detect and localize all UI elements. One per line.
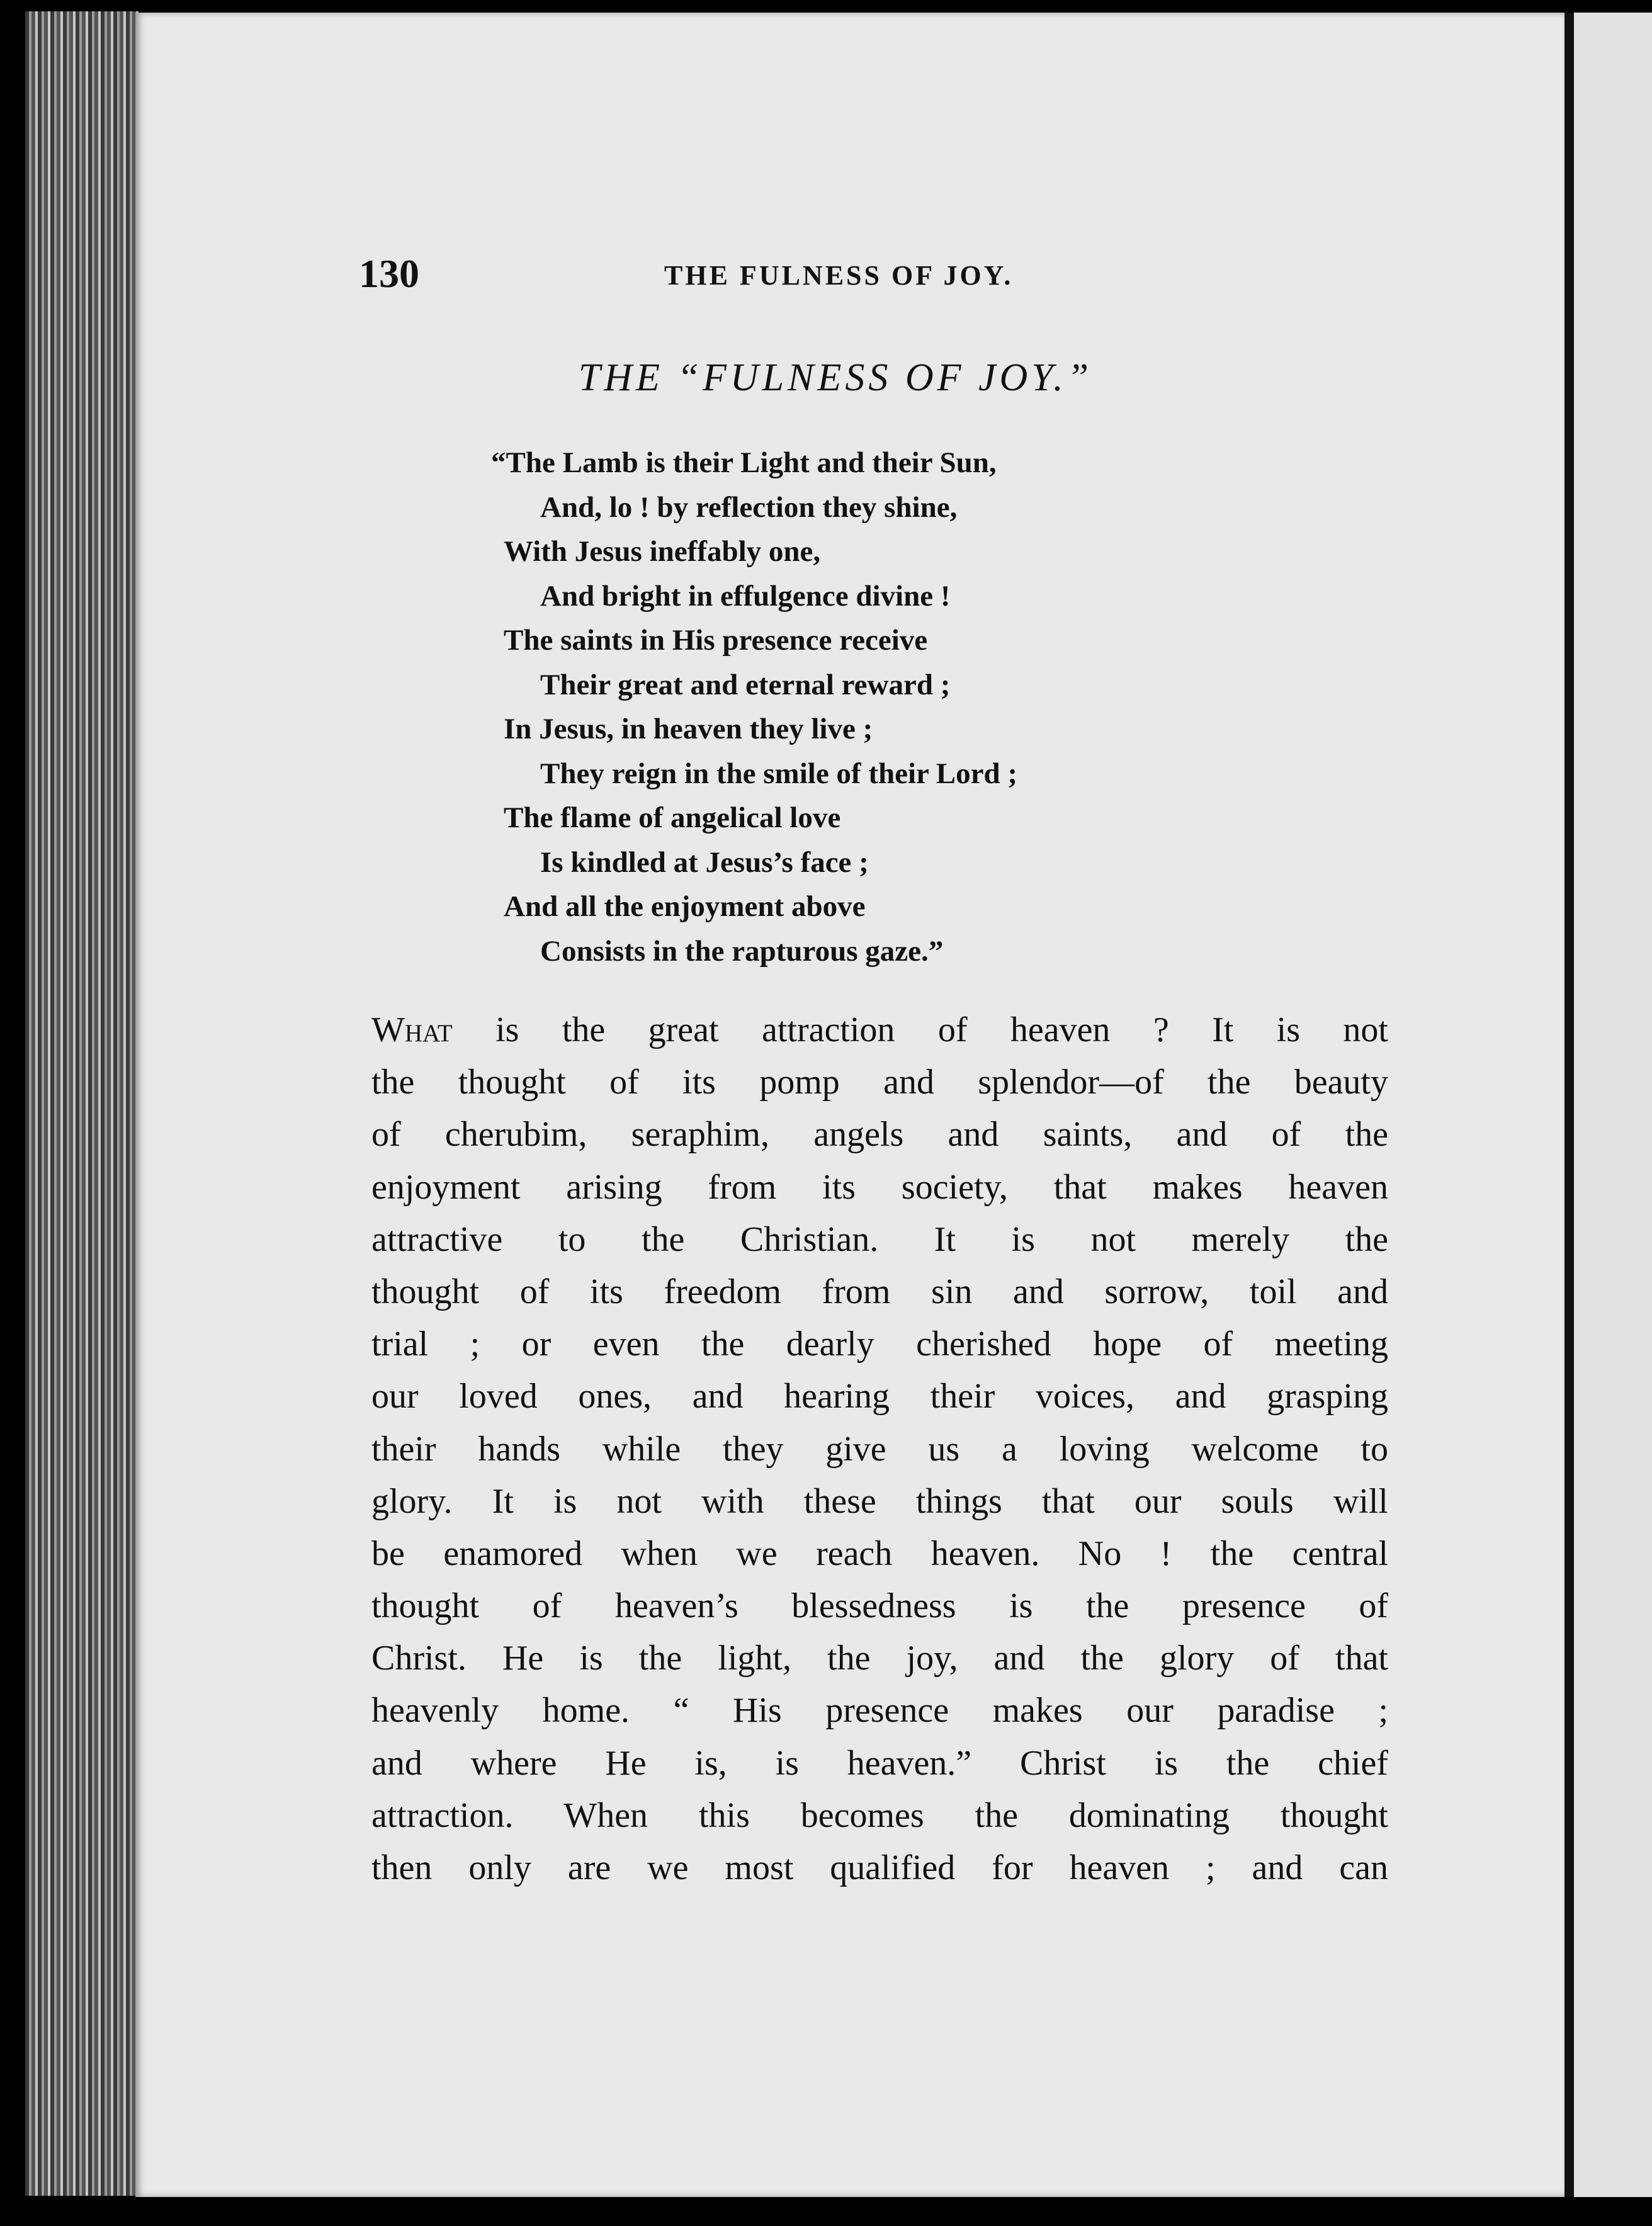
poem — [491, 441, 1259, 973]
body-line: trial ; or even the dearly cherished hope of meeting — [371, 1325, 1388, 1364]
body-line: glory. It is not with these things that our souls will — [371, 1481, 1388, 1521]
poem-line: Their great and eternal reward ; — [540, 668, 951, 701]
drop-word: What — [371, 1010, 453, 1049]
poem-line: And, lo ! by reflection they shine, — [540, 490, 958, 524]
body-line: attraction. When this becomes the dominating thought — [371, 1795, 1388, 1835]
poem-line: In Jesus, in heaven they live ; — [504, 713, 873, 745]
body-line: the thought of its pomp and splendor—of the beauty — [371, 1063, 1388, 1102]
body-line-text: is the great attraction of heaven ? It is not — [452, 1010, 1388, 1049]
body-line: thought of heaven’s blessedness is the presence of — [371, 1586, 1388, 1626]
body-line: our loved ones, and hearing their voices, and grasping — [371, 1377, 1388, 1416]
body-line: and where He is, is heaven.” Christ is the chief — [371, 1743, 1388, 1783]
poem-line: “The Lamb is their Light and their Sun, — [491, 446, 997, 479]
facing-page-edge — [1574, 13, 1652, 2197]
body-line: thought of its freedom from sin and sorrow, toil and — [371, 1272, 1388, 1311]
page-number: 130 — [359, 251, 419, 296]
poem-line: Is kindled at Jesus’s face ; — [540, 845, 869, 879]
body-line: of cherubim, seraphim, angels and saints, and of the — [371, 1115, 1388, 1155]
body-line: heavenly home. “ His presence makes our paradise ; — [371, 1691, 1388, 1731]
body-line: then only are we most qualified for heaven ; and can — [371, 1848, 1388, 1887]
poem-line: The flame of angelical love — [504, 801, 841, 834]
body-line — [371, 1004, 1388, 1056]
body-line: be enamored when we reach heaven. No ! the central — [371, 1534, 1388, 1573]
body-line: attractive to the Christian. It is not merely the — [371, 1219, 1388, 1259]
body-line: Christ. He is the light, the joy, and the glory of that — [371, 1639, 1388, 1678]
book-page-edges — [25, 11, 139, 2196]
poem-line: And bright in effulgence divine ! — [540, 579, 951, 613]
body-text — [371, 1004, 1388, 1894]
poem-line: Consists in the rapturous gaze.” — [540, 934, 944, 968]
poem-line: And all the enjoyment above — [504, 890, 866, 923]
poem-line: With Jesus ineffably one, — [504, 535, 821, 568]
section-title: THE “FULNESS OF JOY.” — [578, 356, 1093, 399]
page-header — [359, 251, 1391, 301]
poem-line: They reign in the smile of their Lord ; — [540, 757, 1018, 790]
body-line: their hands while they give us a loving welcome to — [371, 1429, 1388, 1469]
running-head: THE FULNESS OF JOY. — [664, 260, 1014, 291]
poem-line: The saints in His presence receive — [504, 624, 928, 657]
body-line: enjoyment arising from its society, that makes heaven — [371, 1167, 1388, 1207]
book-gutter — [1564, 13, 1574, 2197]
